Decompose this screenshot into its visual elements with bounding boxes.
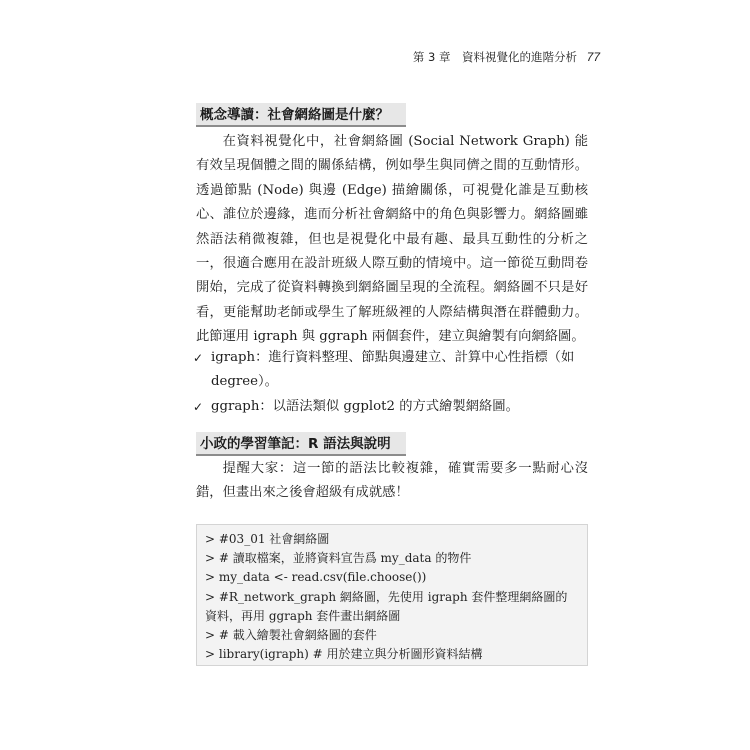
intro-paragraph-text: 在資料視覺化中，社會網絡圖 (Social Network Graph) 能有效呈現個體之間的關係結構，例如學生與同儕之間的互動情形。透過節點 (Node) 與邊 (Edge) 描繪關係，可視覺化誰是互動核心、誰位於邊緣，進而分析社會網絡中的角色與影響力。網絡圖雖然語法稍微複雜，但也是視覺化中最有趣、最具互動性的分析之一，很適合應用在設計班級人際互動的情境中。這一節從互動問卷開始，完成了從資料轉換到網絡圖呈現的全流程。網絡圖不只是好看，更能幫助老師或學生了解班級裡的人際結構與潛在群體動力。此節運用 igraph 與 ggraph 兩個套件，建立與繪製有向網絡圖。 [196, 134, 588, 345]
code-line: > #03_01 社會網絡圖 [205, 532, 330, 546]
chapter-title: 第 3 章 資料視覺化的進階分析 [412, 50, 577, 64]
bullet-item-ggraph [193, 395, 589, 419]
check-icon: ✓ [193, 351, 204, 365]
section-heading-concept: 概念導讀：社會網絡圖是什麼？ [196, 103, 406, 127]
page-number: 77 [586, 50, 600, 64]
bullet-item-igraph [193, 346, 589, 395]
bullet-list [193, 346, 589, 419]
code-line: > #R_network_graph 網絡圖，先使用 igraph 套件整理網絡圖的資料，再用 ggraph 套件畫出網絡圖 [205, 589, 568, 623]
code-line: > library(igraph) # 用於建立與分析圖形資料結構 [205, 647, 483, 662]
code-line: > # 讀取檔案，並將資料宣告爲 my_data 的物件 [205, 551, 472, 566]
code-block [196, 524, 588, 666]
section-heading-notes: 小政的學習筆記：R 語法與說明 [196, 432, 406, 456]
code-line: > # 載入繪製社會網絡圖的套件 [205, 628, 377, 643]
running-header [413, 49, 600, 65]
intro-paragraph [196, 130, 588, 350]
note-paragraph-text: 提醒大家：這一節的語法比較複雜，確實需要多一點耐心沒錯，但畫出來之後會超級有成就感！ [196, 461, 588, 501]
check-icon: ✓ [193, 399, 204, 414]
bullet-text: ggraph：以語法類似 ggplot2 的方式繪製網絡圖。 [211, 398, 519, 414]
bullet-text: igraph：進行資料整理、節點與邊建立、計算中心性指標（如 degree）。 [211, 350, 575, 390]
code-line: > my_data <- read.csv(file.choose()) [205, 570, 427, 585]
note-paragraph [196, 457, 588, 506]
